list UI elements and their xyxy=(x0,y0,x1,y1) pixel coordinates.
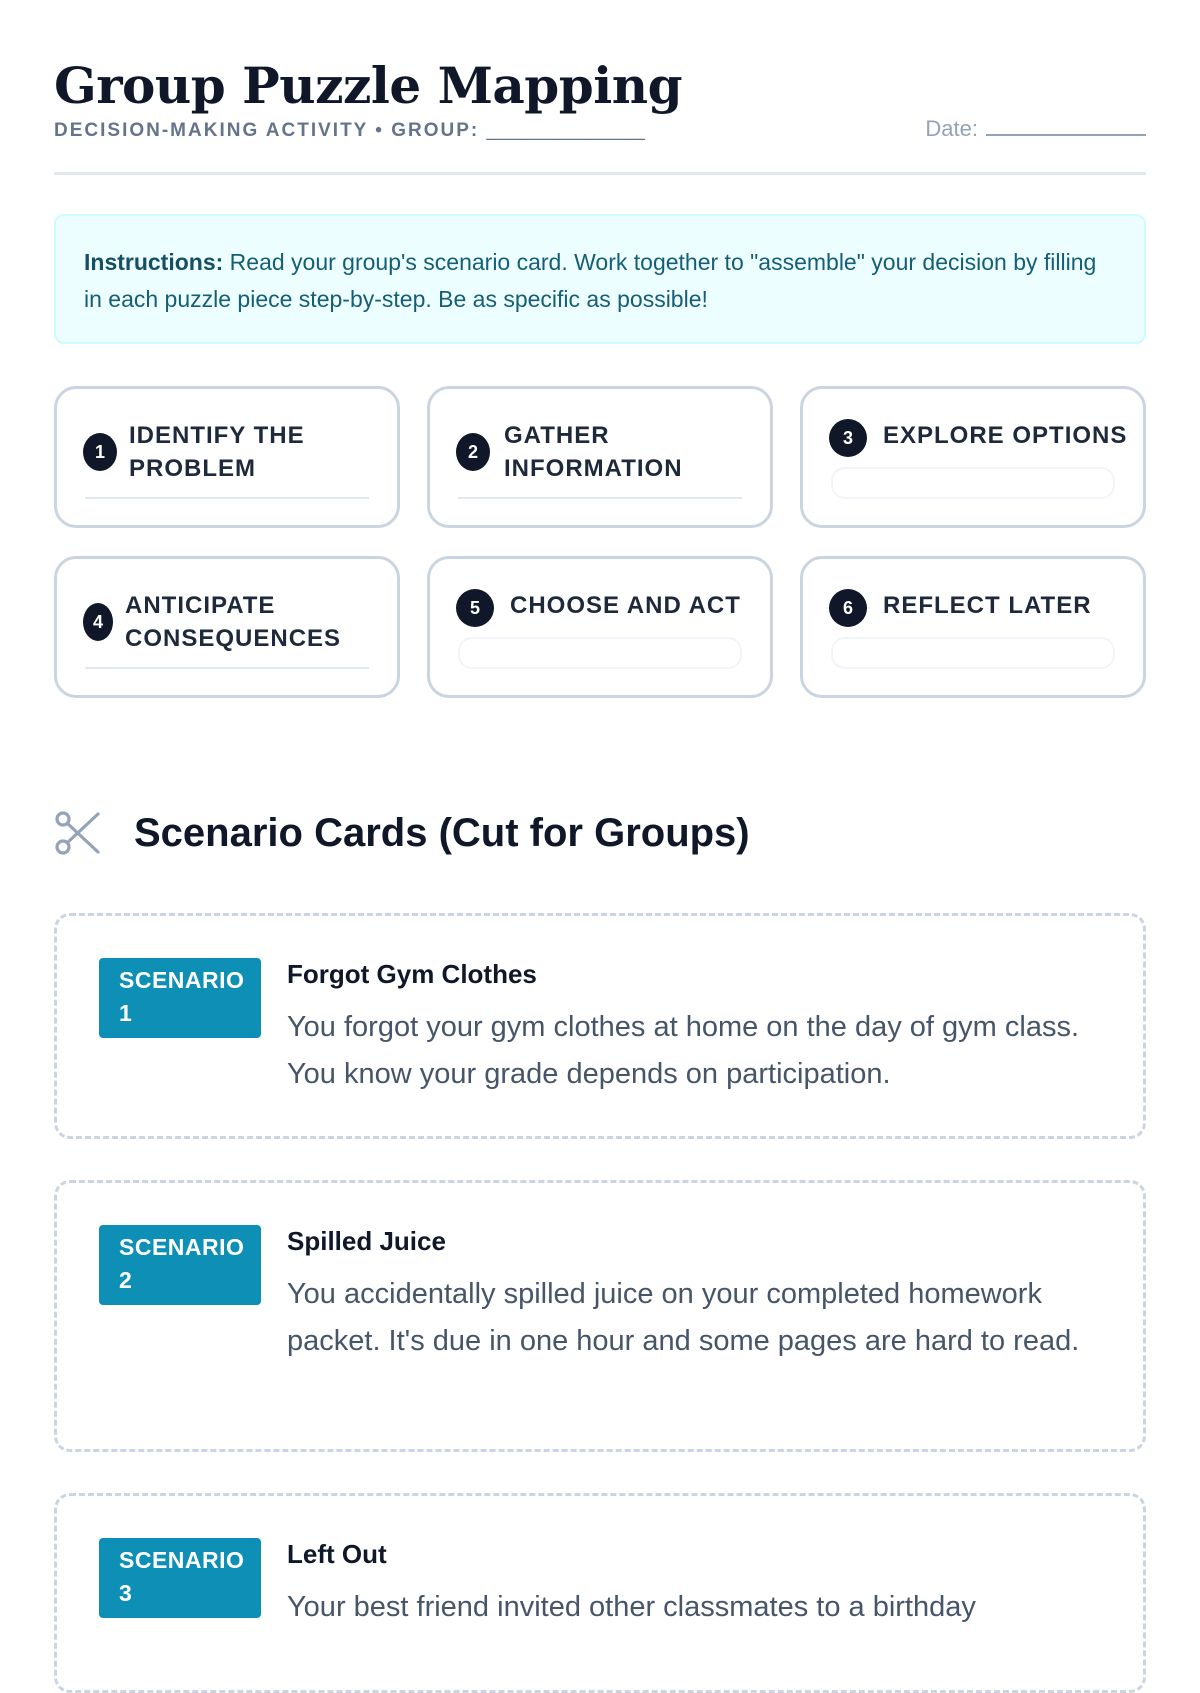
instructions-label: Instructions: xyxy=(84,249,224,275)
scissors-icon xyxy=(54,810,100,856)
puzzle-piece-6 xyxy=(800,556,1146,698)
scenario-text: Your best friend invited other classmates to a birthday xyxy=(287,1591,976,1623)
answer-box[interactable] xyxy=(458,637,742,669)
scenario-card-2 xyxy=(54,1180,1146,1452)
answer-line[interactable] xyxy=(85,667,369,669)
step-number-badge: 3 xyxy=(829,419,867,457)
piece-label: EXPLORE OPTIONS xyxy=(883,422,1128,449)
puzzle-piece-3 xyxy=(800,386,1146,528)
puzzle-piece-5 xyxy=(427,556,773,698)
instructions-box xyxy=(54,214,1146,344)
scenario-card-1 xyxy=(54,913,1146,1139)
scenario-title: Spilled Juice xyxy=(287,1226,446,1256)
page-title: Group Puzzle Mapping xyxy=(54,56,683,115)
date-label: Date: xyxy=(925,116,978,141)
step-number-badge: 1 xyxy=(83,433,117,471)
puzzle-piece-4 xyxy=(54,556,400,698)
answer-box[interactable] xyxy=(831,637,1115,669)
piece-label: GATHER INFORMATION xyxy=(504,422,683,482)
scenario-title: Forgot Gym Clothes xyxy=(287,959,537,989)
instructions-text: Read your group's scenario card. Work together to "assemble" your decision by filling in each puzzle piece step-by-step. Be as specific as possible! xyxy=(84,249,1097,312)
answer-line[interactable] xyxy=(85,497,369,499)
piece-label: ANTICIPATE CONSEQUENCES xyxy=(125,592,342,652)
answer-line[interactable] xyxy=(458,497,742,499)
step-number-badge: 6 xyxy=(829,589,867,627)
date-field xyxy=(925,114,1146,142)
puzzle-piece-2 xyxy=(427,386,773,528)
scenario-badge: SCENARIO 1 xyxy=(99,958,261,1038)
step-number-badge: 2 xyxy=(456,433,490,471)
answer-box[interactable] xyxy=(831,467,1115,499)
piece-label: IDENTIFY THE PROBLEM xyxy=(129,422,305,482)
scenario-text: You accidentally spilled juice on your completed homework packet. It's due in one hour and some pages are hard to read. xyxy=(287,1278,1080,1357)
subtitle-text: DECISION-MAKING ACTIVITY • GROUP: xyxy=(54,120,480,141)
scenario-title: Left Out xyxy=(287,1539,387,1569)
scenario-text: You forgot your gym clothes at home on the day of gym class. You know your grade depends on participation. xyxy=(287,1011,1080,1090)
date-blank[interactable] xyxy=(986,114,1146,136)
step-number-badge: 4 xyxy=(83,603,113,641)
piece-label: REFLECT LATER xyxy=(883,592,1092,619)
scenario-card-3 xyxy=(54,1493,1146,1693)
piece-label: CHOOSE AND ACT xyxy=(510,592,741,619)
scenario-badge: SCENARIO 3 xyxy=(99,1538,261,1618)
step-number-badge: 5 xyxy=(456,589,494,627)
section-title: Scenario Cards (Cut for Groups) xyxy=(134,811,750,855)
group-name-blank[interactable]: _______________ xyxy=(486,120,646,141)
puzzle-piece-1 xyxy=(54,386,400,528)
header xyxy=(54,56,1146,175)
scenario-badge: SCENARIO 2 xyxy=(99,1225,261,1305)
subtitle xyxy=(54,119,645,143)
